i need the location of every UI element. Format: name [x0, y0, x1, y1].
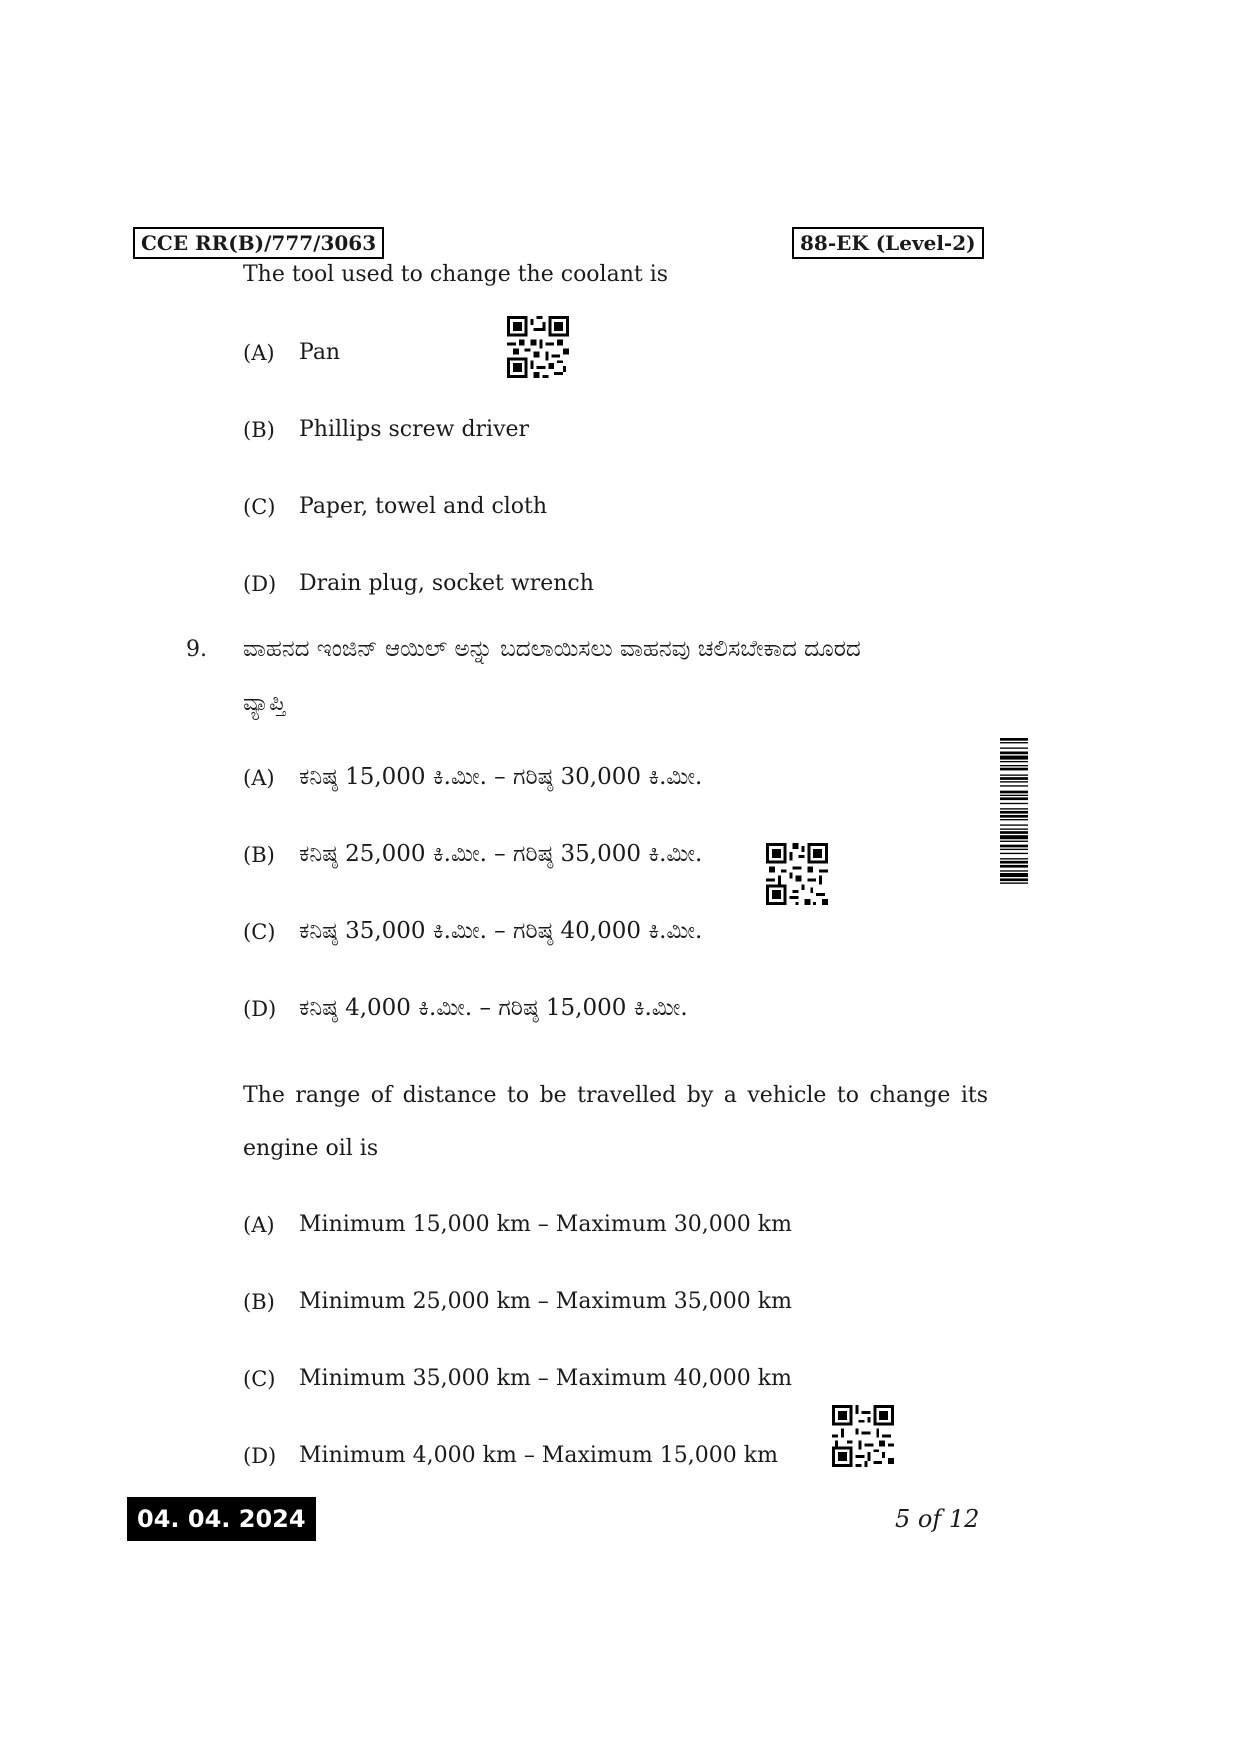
paper-code-left: CCE RR(B)/777/3063	[133, 227, 384, 259]
paper-code-right: 88-EK (Level-2)	[792, 227, 984, 259]
q8-option-d-text: Drain plug, socket wrench	[299, 571, 594, 596]
q9-kn-option-d-text: ಕನಿಷ್ಠ 4,000 ಕಿ.ಮೀ. – ಗರಿಷ್ಠ 15,000 ಕಿ.ಮೀ.	[299, 995, 688, 1021]
q9-en-option-b-label: (B)	[243, 1290, 275, 1314]
qr-code-icon	[507, 316, 569, 378]
q8-option-c-label: (C)	[243, 495, 276, 519]
q9-english-stem-line1: The range of distance to be travelled by a vehicle to change its	[243, 1083, 988, 1108]
q8-option-a-text: Pan	[299, 340, 341, 365]
q8-option-d-label: (D)	[243, 572, 277, 596]
qr-code-icon	[832, 1405, 894, 1467]
q9-en-option-b-text: Minimum 25,000 km – Maximum 35,000 km	[299, 1289, 792, 1314]
q8-option-b-label: (B)	[243, 418, 275, 442]
q9-kannada-stem-line1: ವಾಹನದ ಇಂಜಿನ್ ಆಯಿಲ್ ಅನ್ನು ಬದಲಾಯಿಸಲು ವಾಹನವು ಚಲಿಸಬೇಕಾದ ದೂರದ	[243, 636, 861, 662]
q9-en-option-a-label: (A)	[243, 1213, 275, 1237]
q9-kn-option-a-label: (A)	[243, 766, 275, 790]
q9-kn-option-a-text: ಕನಿಷ್ಠ 15,000 ಕಿ.ಮೀ. – ಗರಿಷ್ಠ 30,000 ಕಿ.ಮೀ.	[299, 764, 703, 790]
q9-english-stem-line2: engine oil is	[243, 1136, 379, 1161]
q8-option-b-text: Phillips screw driver	[299, 417, 530, 442]
q9-en-option-d-label: (D)	[243, 1444, 277, 1468]
q9-kn-option-b-label: (B)	[243, 843, 275, 867]
q9-en-option-c-label: (C)	[243, 1367, 276, 1391]
q9-kannada-stem-line2: ವ್ಯಾಪ್ತಿ	[243, 690, 286, 716]
q8-option-c-text: Paper, towel and cloth	[299, 494, 548, 519]
q8-option-a-label: (A)	[243, 341, 275, 365]
q9-kn-option-d-label: (D)	[243, 997, 277, 1021]
q9-kn-option-c-text: ಕನಿಷ್ಠ 35,000 ಕಿ.ಮೀ. – ಗರಿಷ್ಠ 40,000 ಕಿ.ಮೀ.	[299, 918, 703, 944]
q8-english-stem: The tool used to change the coolant is	[243, 262, 669, 287]
qr-code-icon	[766, 843, 828, 905]
exam-date: 04. 04. 2024	[127, 1497, 316, 1541]
q9-en-option-a-text: Minimum 15,000 km – Maximum 30,000 km	[299, 1212, 792, 1237]
q9-kn-option-c-label: (C)	[243, 920, 276, 944]
q9-en-option-c-text: Minimum 35,000 km – Maximum 40,000 km	[299, 1366, 792, 1391]
barcode-icon	[1000, 738, 1028, 1008]
q9-number: 9.	[186, 637, 207, 662]
q9-kn-option-b-text: ಕನಿಷ್ಠ 25,000 ಕಿ.ಮೀ. – ಗರಿಷ್ಠ 35,000 ಕಿ.ಮೀ.	[299, 841, 703, 867]
page-number: 5 of 12	[895, 1505, 980, 1533]
q9-en-option-d-text: Minimum 4,000 km – Maximum 15,000 km	[299, 1443, 778, 1468]
